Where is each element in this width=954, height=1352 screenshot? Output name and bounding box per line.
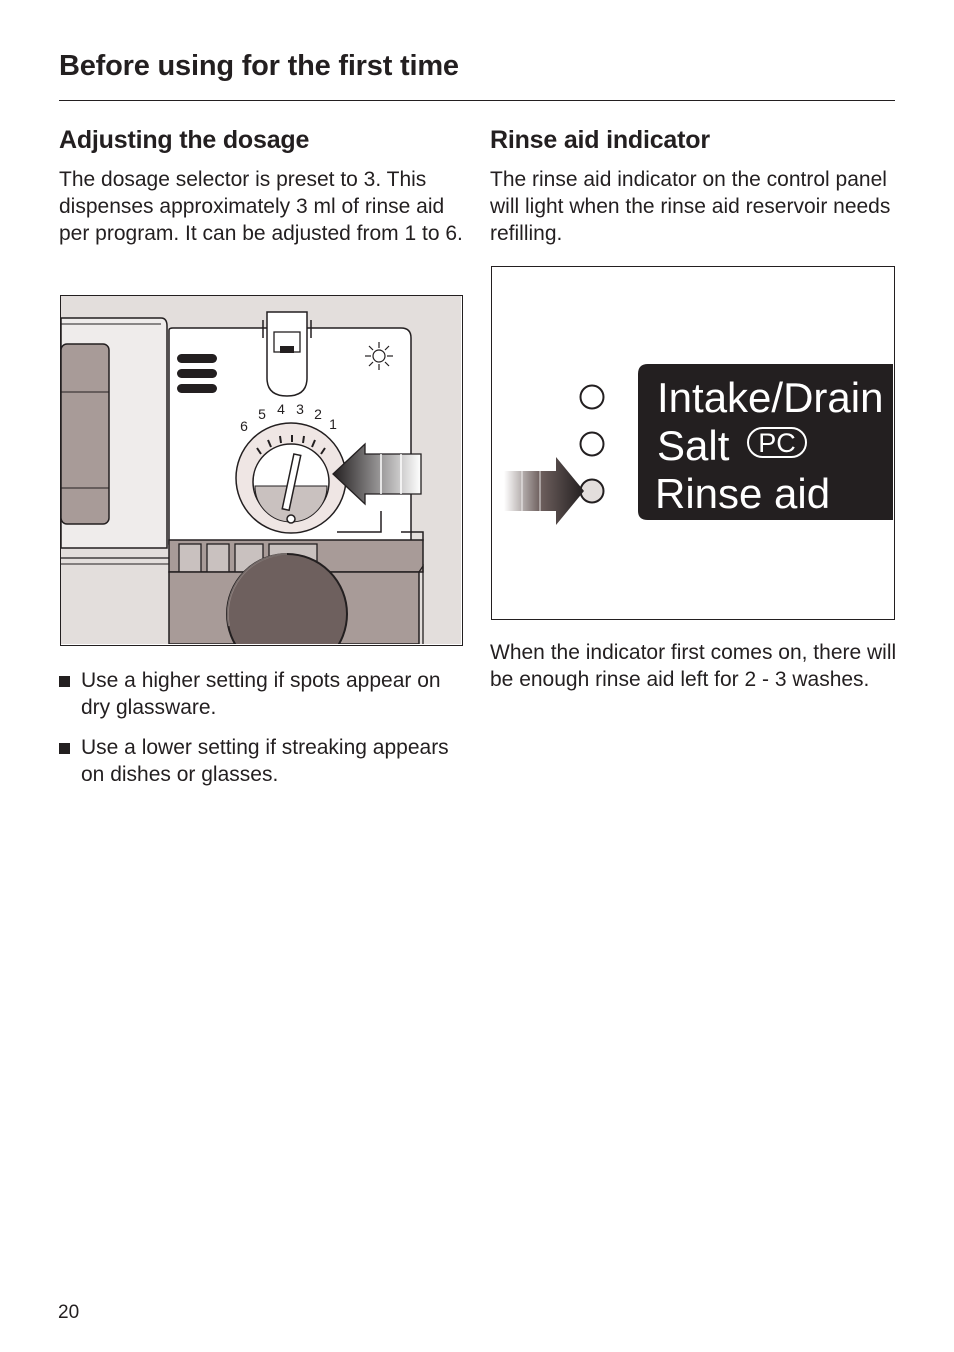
dial-number: 3 — [296, 401, 304, 417]
dosage-description: The dosage selector is preset to 3. This dispenses approximately 3 ml of rinse aid per program. It can be adjusted from 1 to 6. — [59, 168, 463, 245]
header-divider — [59, 100, 895, 101]
control-panel-drawing — [492, 267, 893, 618]
vent-slot — [177, 369, 217, 378]
dial-number: 2 — [314, 406, 322, 422]
dial-hub — [287, 515, 295, 523]
vent-slot — [177, 354, 217, 363]
dial-number: 1 — [329, 416, 337, 432]
label-rinse-aid: Rinse aid — [655, 470, 831, 517]
dial-number: 5 — [258, 406, 266, 422]
bullet-text: Use a higher setting if spots appear on dry glassware. — [81, 669, 441, 719]
label-salt: Salt — [657, 422, 730, 469]
bullet-square-icon — [59, 676, 70, 687]
latch-window-mark — [280, 346, 294, 353]
indicator-light-intake-drain — [581, 386, 604, 409]
section-title-adjusting-dosage: Adjusting the dosage — [59, 126, 310, 154]
label-pc: PC — [758, 428, 796, 458]
vent-slot — [177, 384, 217, 393]
section-adjusting-dosage — [59, 122, 469, 247]
dispenser-latch — [267, 312, 307, 396]
indicator-light-salt — [581, 433, 604, 456]
list-item — [59, 734, 459, 788]
door-handle-recess — [61, 344, 109, 524]
rinse-aid-indicator-illustration — [491, 266, 895, 620]
section-title-rinse-aid-indicator: Rinse aid indicator — [490, 126, 710, 154]
dial-number: 4 — [277, 401, 285, 417]
label-intake-drain: Intake/Drain — [657, 374, 884, 421]
list-item — [59, 667, 459, 721]
bullet-text: Use a lower setting if streaking appears on dishes or glasses. — [81, 736, 449, 786]
dosage-tips-list — [59, 667, 459, 801]
page-header-title: Before using for the first time — [59, 50, 459, 82]
dosage-selector-drawing — [61, 296, 461, 644]
dosage-selector-illustration — [60, 295, 463, 646]
page-number: 20 — [58, 1302, 80, 1323]
indicator-description: The rinse aid indicator on the control panel will light when the rinse aid reservoir needs refilling. — [490, 168, 891, 245]
pointing-arrow — [504, 457, 584, 525]
dial-number: 6 — [240, 418, 248, 434]
bullet-square-icon — [59, 743, 70, 754]
indicator-remaining-note: When the indicator first comes on, there will be enough rinse aid left for 2 - 3 washes. — [490, 641, 897, 691]
section-rinse-aid-indicator — [490, 122, 900, 247]
